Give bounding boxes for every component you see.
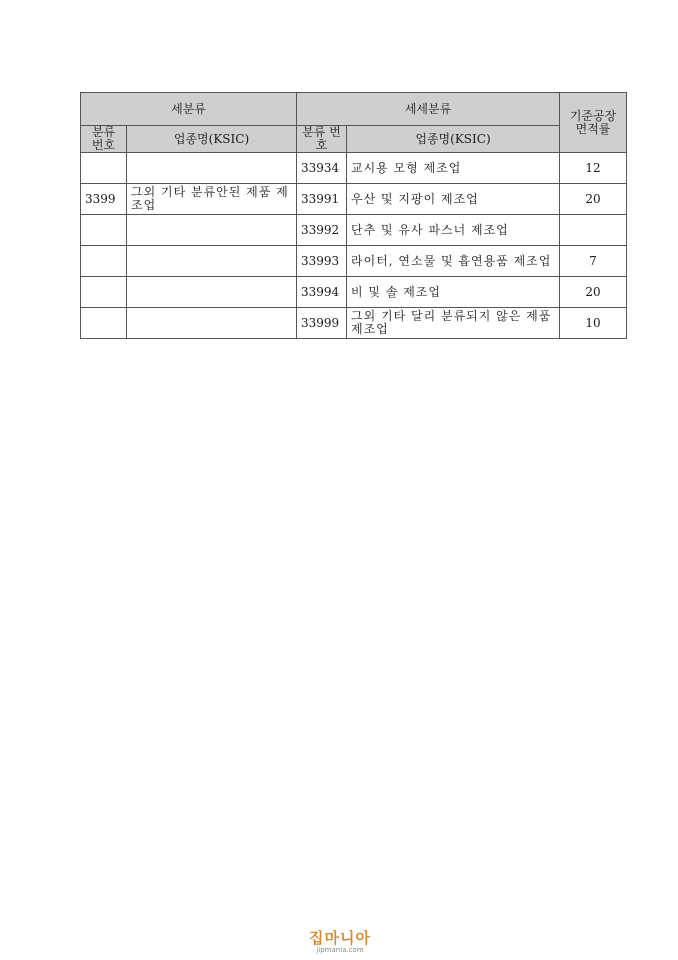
industry-classification-table	[80, 92, 627, 339]
parent-name-cell	[127, 153, 297, 184]
header-subclass: 세분류	[81, 93, 297, 126]
parent-name-cell	[127, 215, 297, 246]
header-detail-code: 분류 번호	[297, 126, 347, 153]
table-row	[81, 184, 627, 215]
row-name: 교시용 모형 제조업	[347, 153, 560, 184]
parent-name-cell	[127, 277, 297, 308]
row-area: 7	[560, 246, 627, 277]
row-area: 20	[560, 277, 627, 308]
row-area: 10	[560, 308, 627, 339]
row-code: 33992	[297, 215, 347, 246]
row-name: 그외 기타 달리 분류되지 않은 제품 제조업	[347, 308, 560, 339]
row-name: 단추 및 유사 파스너 제조업	[347, 215, 560, 246]
parent-code: 3399	[81, 184, 127, 215]
row-area	[560, 215, 627, 246]
table-row	[81, 215, 627, 246]
row-code: 33934	[297, 153, 347, 184]
header-code: 분류 번호	[81, 126, 127, 153]
parent-code-cell	[81, 277, 127, 308]
watermark-main: 집마니아	[309, 929, 371, 947]
row-area: 12	[560, 153, 627, 184]
parent-code-cell	[81, 246, 127, 277]
table-row	[81, 153, 627, 184]
parent-code-cell	[81, 215, 127, 246]
row-name: 라이터, 연소물 및 흡연용품 제조업	[347, 246, 560, 277]
watermark-logo	[300, 930, 380, 954]
row-name: 비 및 솔 제조업	[347, 277, 560, 308]
header-detail-name: 업종명(KSIC)	[347, 126, 560, 153]
parent-code-cell	[81, 308, 127, 339]
parent-name-cell	[127, 308, 297, 339]
header-detailed-subclass: 세세분류	[297, 93, 560, 126]
watermark-sub: jipmania.com	[316, 946, 364, 954]
row-code: 33993	[297, 246, 347, 277]
header-area-ratio: 기준공장 면적률	[560, 93, 627, 153]
header-name: 업종명(KSIC)	[127, 126, 297, 153]
row-name: 우산 및 지팡이 제조업	[347, 184, 560, 215]
parent-name: 그외 기타 분류안된 제품 제조업	[127, 184, 297, 215]
table-row	[81, 277, 627, 308]
parent-name-cell	[127, 246, 297, 277]
table-row	[81, 246, 627, 277]
row-area: 20	[560, 184, 627, 215]
parent-code-cell	[81, 153, 127, 184]
row-code: 33991	[297, 184, 347, 215]
table-row	[81, 308, 627, 339]
row-code: 33999	[297, 308, 347, 339]
row-code: 33994	[297, 277, 347, 308]
